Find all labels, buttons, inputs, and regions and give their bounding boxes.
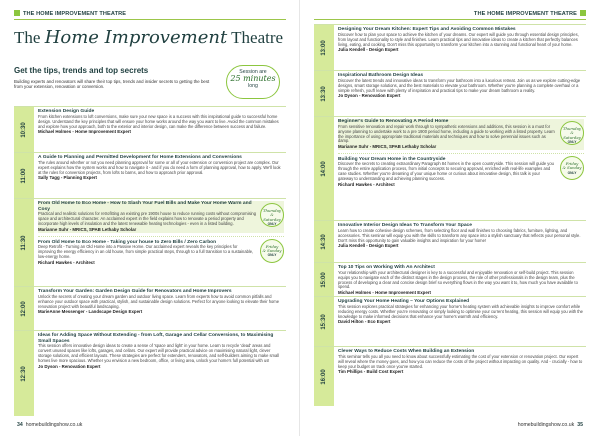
stamp-line1: Friday: [265, 243, 279, 249]
slot-sessions: [338, 73, 584, 99]
bullet-square-icon: [14, 10, 20, 16]
session: [338, 73, 584, 99]
session: [338, 27, 584, 53]
slot-sessions: [38, 333, 284, 369]
session-description: Discover the latest trends and innovative ideas to transform your bathroom into a luxurious retreat. Join us as we explore cutting-edge designs, smart storage solutions, and the best materials to elevate your bathroom. Whether you're planning a complete overhaul or a simple refresh, you'll leave with plenty of inspiration and practical tips to make your dream bathroom a reality.: [338, 77, 581, 93]
session-description: Practical and realistic solutions for retrofitting an existing pre 1900s house to reduce running costs without compromising space and architectural character. An acclaimed expert in the field explains how to renovate a period property and incorporate high levels of insulation and the latest renewable heating technologies - even in a listed building.: [38, 211, 256, 227]
footer-site: homebuildingshow.co.uk: [25, 422, 83, 428]
page-number: 35: [577, 422, 583, 428]
time-label: 11:00: [21, 167, 27, 184]
slot-sessions: [338, 223, 584, 249]
time-column: [14, 107, 34, 152]
session-text: [38, 240, 284, 266]
time-slot-row: [314, 70, 586, 116]
session-description: Learn how to create cohesive design schemes, from selecting floor and wall finishes to choosing fabrics, furniture, lighting, and accessories. This seminar will equip you with the skills to transform any space into a stylish sanctuary that reflects your personal style. Don't miss this opportunity to gain valuable insights and inspiration for your home!: [338, 227, 581, 243]
time-label: 16:00: [321, 368, 327, 385]
session-description: This session offers innovative design ideas to create a sense of 'space and light' in your home. Learn to recycle 'dead' areas and convert unused spaces like lofts, garages, and cellars. Our expert will provide practical advice on maximising natural light, clever storage solutions, and efficient layouts. These strategies are perfect for extenders, renovators, and self-builders aiming to make small homes live more spacious. Whether you envision a new bedroom, office, or living area, unlock your home's full potential with us!: [38, 343, 280, 364]
session-speaker: David Hilton - Eco Expert: [338, 319, 391, 325]
stamp-day: ONLY: [567, 170, 577, 175]
time-label: 15:00: [321, 271, 327, 288]
slot-sessions: [38, 201, 284, 265]
session: [38, 155, 284, 181]
slot-sessions: [338, 349, 584, 375]
session: [338, 265, 584, 296]
slot-sessions: [38, 155, 284, 181]
slot-sessions: [338, 119, 584, 187]
stamp-line2: & Sunday: [262, 247, 282, 253]
session-title: From Old Home to Eco Home - Taking your house to Zero Bills / Zero Carbon: [38, 239, 217, 245]
page-footer: [518, 422, 586, 428]
time-column: [14, 153, 34, 198]
time-column: [14, 199, 34, 286]
session-speaker: Richard Hawkes - Architect: [338, 182, 395, 188]
session-text: [38, 289, 284, 315]
session-text: [338, 157, 584, 188]
session-title: Beginner's Guide to Renovating A Period Home: [338, 119, 449, 124]
session-title: From Old Home to Eco Home - How to Slash Your Fuel Bills and Make Your Home Warm and Cosy: [38, 201, 252, 212]
session-text: [38, 155, 284, 181]
session-speaker: Tim Phillips - Build Cost Expert: [338, 369, 404, 375]
section-header-label: THE HOME IMPROVEMENT THEATRE: [473, 11, 577, 17]
session-text: [38, 201, 284, 233]
session-speaker: MarieAnne Messenger - Landscape Design Expert: [38, 309, 143, 315]
stamp-line2: & Saturday: [563, 130, 581, 140]
time-label: 11:30: [21, 234, 27, 251]
session: [338, 223, 584, 249]
time-label: 12:30: [21, 365, 27, 382]
session-description: The rules around whether or not you need planning approval for some or all of your extension or conversion project are complex. Our expert explains how the system works and how to navigate it - and if you do need a form of planning approval, how to apply. We'll look at the rules for conversion projects, from lofts to barns, and how to approach prior approval.: [38, 159, 281, 175]
session-text: [338, 349, 584, 375]
session-text: [338, 27, 584, 53]
time-column: [314, 347, 334, 406]
session-text: [38, 333, 284, 369]
session: [338, 119, 584, 150]
session-description: This seminar tells you all you need to know about successfully estimating the cost of your extension or renovation project. Our expert will reveal where the money goes, and how you can reduce the costs of the project without impacting on quality. And - crucially - how to keep your budget on track once you've started.: [338, 353, 583, 369]
session-speaker: Michael Holmes - Home Improvement Expert: [38, 129, 131, 135]
time-column: [314, 263, 334, 296]
time-column: [314, 297, 334, 346]
time-slot-row: [14, 330, 286, 416]
time-label: 10:30: [21, 121, 27, 138]
badge-line2: 25 minutes: [230, 74, 276, 84]
slot-sessions: [338, 265, 584, 296]
slot-sessions: [338, 299, 584, 325]
day-stamp-icon: [560, 121, 584, 145]
session: [38, 333, 284, 369]
session-description: Your relationship with your architectural designer is key to a successful and enjoyable renovation or self-build project. This session equips you to navigate each of the distinct stages in the design process, the role of other professionals in the design team, plus the process of developing a clear and concise design brief so everything flows in the way you want it to, how much you have available to spend.: [338, 269, 578, 290]
session-speaker: Jo Dyson - Renovation Expert: [38, 364, 101, 370]
time-slot-row: [14, 286, 286, 330]
stamp-day: ONLY: [267, 222, 277, 227]
session: [38, 201, 284, 233]
session-description: Discover how to plan your space to achieve the kitchen of your dreams. Our expert will guide you through essential design principles, from layout and functionality to style and finishes. Learn practical tips and innovative ideas to create a kitchen that perfectly balances living, eating, and cooking. Don't miss this opportunity to transform your kitchen into a stunning and functional heart of your home.: [338, 31, 579, 47]
time-slot-row: [314, 220, 586, 262]
session-text: [338, 73, 584, 99]
time-label: 14:00: [321, 160, 327, 177]
session: [338, 349, 584, 375]
time-label: 15:30: [321, 313, 327, 330]
time-label: 13:30: [321, 85, 327, 102]
day-stamp-icon: [260, 239, 284, 263]
page-footer: [14, 422, 82, 428]
session-title: Ideas for Adding Space Without Extending - from Loft, Garage and Cellar Conversions, to Maximising Small Spaces: [38, 333, 274, 344]
header-rule: [314, 19, 586, 20]
session-title: Inspirational Bathroom Design Ideas: [338, 73, 424, 78]
slot-sessions: [338, 27, 584, 53]
time-label: 12:00: [21, 300, 27, 317]
section-header-label: THE HOME IMPROVEMENT THEATRE: [23, 11, 127, 17]
session-speaker: Marianne Suhr - MRICS, SPAB Lethaby Scholar: [38, 227, 137, 233]
time-slot-row: [314, 24, 586, 70]
time-slot-row: [314, 296, 586, 346]
time-label: 13:00: [321, 39, 327, 56]
bullet-square-icon: [580, 10, 586, 16]
session-text: [338, 223, 584, 249]
session-title: Designing Your Dream Kitchen: Expert Tips and Avoiding Common Mistakes: [338, 27, 516, 32]
time-slot-row: [314, 116, 586, 220]
session-title: Clever Ways to Reduce Costs When Building an Extension: [338, 349, 475, 354]
session-title: Innovative Interior Design Ideas To Transform Your Space: [338, 223, 472, 228]
stamp-line2: & Sunday: [562, 165, 582, 171]
section-header: [14, 10, 126, 17]
slot-sessions: [38, 289, 284, 315]
stamp-line2: & Saturday: [263, 212, 281, 222]
session-speaker: Julia Kendell - Design Expert: [338, 243, 399, 249]
stamp-line1: Thursday: [262, 208, 282, 213]
time-slot-row: [314, 262, 586, 296]
session-speaker: Michael Holmes - Home Improvement Expert: [338, 290, 431, 296]
session-description: From kitchen extensions to loft conversions, make sure your new space is a success with this inspirational guide to successful home design. Understand the key principles that will ensure your home works around the way you want to live. Avoid the common mistakes and explore how your approach, both to the exterior and interior design, can make the difference between success and failure.: [38, 113, 279, 129]
session: [38, 236, 284, 266]
subheading: Get the tips, trends and top secrets: [14, 66, 149, 75]
session-title: Transform Your Garden: Garden Design Guide for Renovators and Home Improvers: [38, 289, 232, 294]
day-stamp-icon: [560, 156, 584, 180]
title-post: Theatre: [231, 28, 284, 47]
session-length-badge: [226, 65, 280, 99]
session-description: This session explores practical strategies for enhancing your home's heating system with achievable insights to improve comfort while reducing energy costs. Whether you're renovating or simply looking to optimise your current heating, this session will equip you with the knowledge to make informed decisions that enhance your home's warmth and efficiency.: [338, 303, 583, 319]
session-description: From sensitive renovation and repair work through to sympathetic extensions and additions, this session is a must for anyone planning to undertake work to a pre 1900 period home, including a guide to working with a listed property. Learn the importance of using appropriate traditional materials and techniques and how to solve perennial issues such as damp.: [338, 123, 555, 144]
slot-sessions: [38, 109, 284, 135]
session-title: Top 10 Tips on Working With An Architect: [338, 265, 435, 270]
time-slot-row: [14, 106, 286, 152]
time-column: [14, 331, 34, 416]
stamp-line1: Friday: [565, 160, 579, 166]
stamp-day: ONLY: [267, 253, 277, 258]
session-speaker: Marianne Suhr - MRICS, SPAB Lethaby Scholar: [338, 144, 437, 150]
session-text: [38, 109, 284, 135]
session-speaker: Sally Tagg - Planning Expert: [38, 175, 97, 181]
page-number: 34: [17, 422, 23, 428]
session-description: Deep Retrofit - Turning an Old Home into a Passive Home. Our acclaimed expert reveals the key principles for improving the energy efficiency in an old house, from simple practical steps, through to a full transition to a sustainable, low-energy home.: [38, 244, 254, 260]
header-rule: [14, 19, 286, 20]
session: [38, 109, 284, 135]
session-speaker: Julia Kendell - Design Expert: [338, 47, 399, 53]
session-text: [338, 119, 584, 150]
day-stamp-icon: [260, 203, 284, 227]
session: [38, 289, 284, 315]
section-header: [474, 10, 586, 17]
session-text: [338, 299, 584, 325]
time-column: [314, 25, 334, 70]
stamp-line1: Thursday: [562, 126, 582, 131]
session-description: Discover the secrets to creating extraordinary Paragraph 84 homes in the open countryside. This session will guide you through the entire application process, from initial concepts to securing approval, enriched with real-life examples and case studies. Whether you're dreaming of your unique home or curious about innovative design, this talk is your gateway to understanding and achieving planning success.: [338, 161, 554, 182]
session-title: Extension Design Guide: [38, 109, 95, 114]
title-pre: The: [14, 28, 41, 47]
time-slot-row: [14, 152, 286, 198]
time-column: [314, 221, 334, 262]
badge-line1: Session are: [239, 69, 267, 75]
right-page: [300, 0, 600, 436]
time-column: [314, 117, 334, 220]
footer-site: homebuildingshow.co.uk: [517, 422, 575, 428]
time-slot-row: [14, 198, 286, 286]
intro-text: Building experts and renovators will share their top tips, trends and insider secrets to getting the best from your extension, renovation or conversion.: [14, 79, 210, 90]
session: [338, 299, 584, 325]
session-speaker: Richard Hawkes - Architect: [38, 259, 95, 265]
time-column: [14, 287, 34, 330]
page-title: [14, 27, 283, 48]
session-text: [338, 265, 584, 296]
time-slot-row: [314, 346, 586, 406]
badge-line3: long: [248, 83, 258, 90]
stamp-day: ONLY: [567, 140, 577, 145]
session-title: Upgrading Your Home Heating – Your Options Explained: [338, 299, 470, 304]
session-description: Unlock the secrets of creating your dream garden and outdoor living space. Learn from experts how to avoid common pitfalls and enhance your outdoor space with practical, stylish, and sustainable design solutions. Perfect for anyone looking to elevate their home renovation project with beautiful landscaping.: [38, 293, 279, 309]
time-label: 14:30: [321, 233, 327, 250]
session: [338, 153, 584, 188]
time-column: [314, 71, 334, 116]
title-script: Home Improvement: [44, 27, 228, 48]
session-speaker: Jo Dyson - Renovation Expert: [338, 93, 401, 99]
session-title: Building Your Dream Home in the Countryside: [338, 156, 446, 162]
session-title: A Guide to Planning and Permitted Development for Home Extensions and Conversions: [38, 155, 242, 160]
